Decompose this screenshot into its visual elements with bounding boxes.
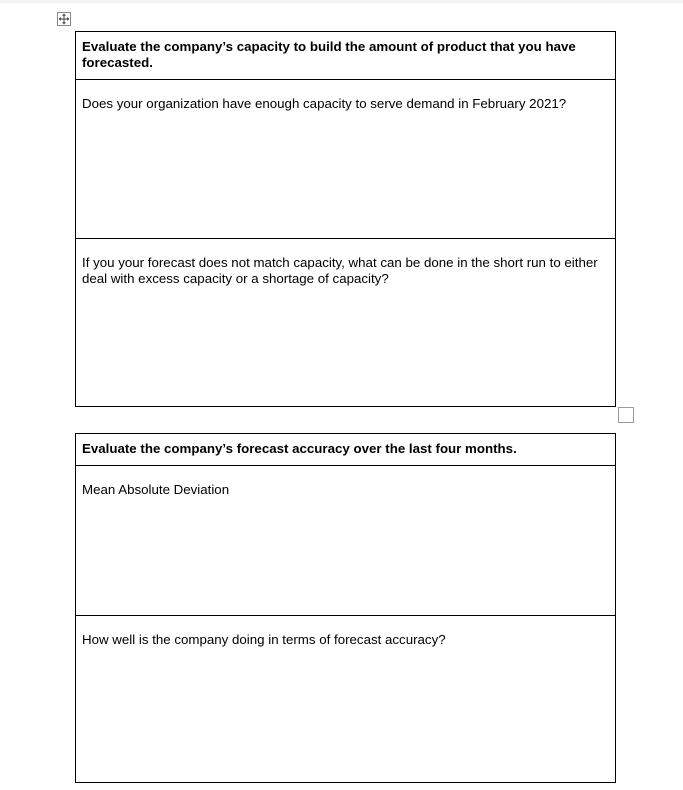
move-arrows-icon (58, 13, 70, 25)
table-header-text: Evaluate the company’s forecast accuracy over the last four months. (82, 441, 517, 456)
capacity-table (75, 31, 616, 407)
question-text: Does your organization have enough capacity to serve demand in February 2021? (82, 96, 567, 111)
table-header-cell[interactable] (76, 32, 616, 80)
page-top-edge (0, 0, 683, 3)
question-text: If you your forecast does not match capacity, what can be done in the short run to either deal with excess capacity or a shortage of capacity? (82, 255, 598, 286)
table-resize-handle[interactable] (618, 407, 634, 423)
answer-cell[interactable] (76, 466, 616, 616)
answer-cell[interactable] (76, 616, 616, 783)
table-header-cell[interactable] (76, 434, 616, 466)
table-move-handle[interactable] (57, 12, 71, 26)
question-text: How well is the company doing in terms of forecast accuracy? (82, 632, 446, 647)
question-text: Mean Absolute Deviation (82, 482, 230, 497)
answer-cell[interactable] (76, 80, 616, 239)
forecast-accuracy-table (75, 433, 616, 783)
answer-cell[interactable] (76, 239, 616, 407)
table-header-text: Evaluate the company’s capacity to build the amount of product that you have forecasted. (82, 39, 576, 70)
